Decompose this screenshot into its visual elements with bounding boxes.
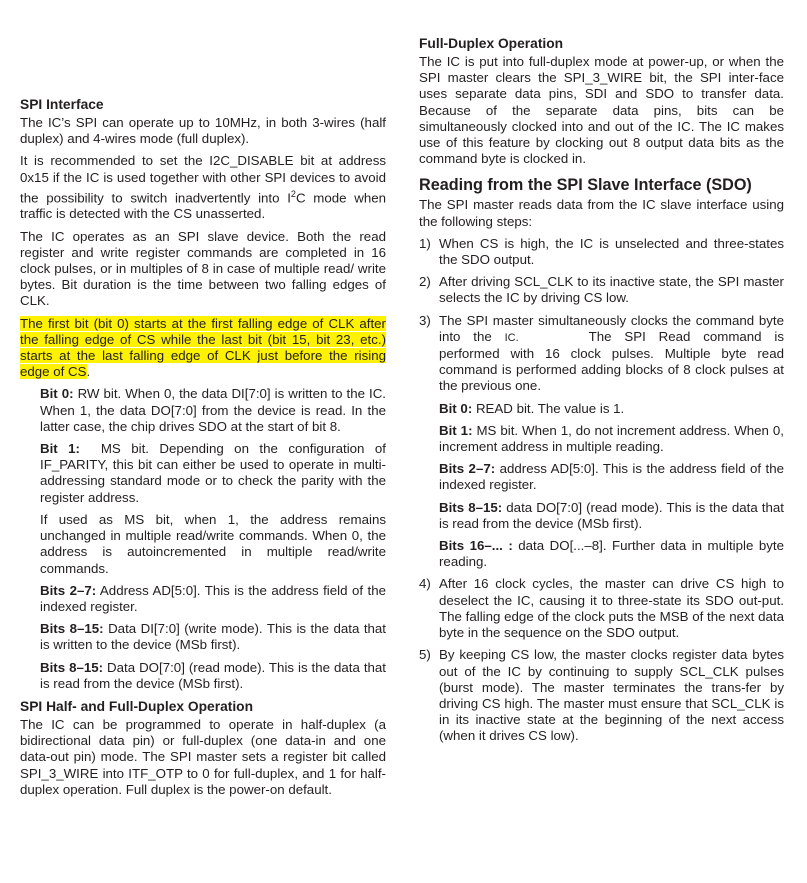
step-item (419, 647, 784, 744)
paragraph-duplex-programming: The IC can be programmed to operate in half-duplex (a bidirectional data pin) or full-duplex (one data-in and one data-out pin) mode. The SPI master sets a register bit called SPI_3_WIRE into ITF_OTP to 0 for full-duplex, and 1 for half-duplex operation. Full duplex is the power-on default. (20, 716, 386, 797)
bit-text: RW bit. When 0, the data DI[7:0] is written to the IC. When 1, the data DO[7:0] from the device is read. In the latter case, the chip drives SDO at the start of bit 8. (40, 386, 386, 434)
bit-description (439, 423, 784, 455)
bit-description (40, 621, 386, 653)
bit-text: data DO[7:0] (read mode). This is the data that is read from the device (MSb first). (439, 499, 784, 531)
step-item (419, 274, 784, 306)
step-text: After driving SCL_CLK to its inactive state, the SPI master selects the IC by driving CS low. (439, 274, 784, 306)
bit-label: Bit 1: (439, 422, 473, 438)
bit-label: Bits 2–7: (40, 582, 97, 598)
step-item (419, 236, 784, 268)
paragraph-spi-speed: The IC’s SPI can operate up to 10MHz, in both 3-wires (half duplex) and 4-wires mode (full duplex). (20, 115, 386, 147)
section-title-half-full-duplex: SPI Half- and Full-Duplex Operation (20, 698, 254, 714)
i2c-disable-text-a: It is recommended to set the I2C_DISABLE bit at address 0x15 if the IC is used together with other SPI devices to avoid the possibility to switch inadvertently into I (20, 153, 386, 206)
bit-text: READ bit. The value is 1. (472, 400, 625, 416)
bit-description (40, 512, 386, 577)
highlight-end-period: . (86, 364, 91, 380)
step-number: 4) (419, 576, 431, 592)
bit-label: Bits 2–7: (439, 461, 496, 477)
i2c-superscript: 2 (290, 188, 296, 199)
bit-label: Bit 0: (40, 386, 74, 402)
section-title-full-duplex: Full-Duplex Operation (419, 36, 564, 51)
bit-description (439, 538, 784, 570)
step-text: After 16 clock cycles, the master can drive CS high to deselect the IC, causing it to three-state its SDO out-put. The falling edge of the clock puts the MSB of the next data byte in the sequence on the SDO output. (439, 576, 784, 641)
step-item (419, 313, 784, 395)
step-text-ic: IC. (504, 331, 519, 344)
right-column (419, 35, 784, 751)
paragraph-i2c-disable (20, 153, 386, 222)
step-number: 5) (419, 647, 431, 663)
step-number: 2) (419, 274, 431, 290)
bit-text: data DO[...–8]. Further data in multiple byte reading. (439, 538, 784, 570)
highlighted-text: The first bit (bit 0) starts at the first falling edge of CLK after the falling edge of CS while the last bit (bit 15, bit 23, etc.) starts at the last falling edge of CLK just before the rising edge of CS (20, 315, 386, 380)
step-text: By keeping CS low, the master clocks register data bytes out of the IC by continuing to supply SCL_CLK pulses (burst mode). The master terminates the trans-fer by driving CS high. The master must ensure that SCL_CLK is in its inactive state at the beginning of the next access (when it drives CS low). (439, 647, 784, 744)
step-text: When CS is high, the IC is unselected and three-states the SDO output. (439, 235, 784, 268)
section-title-reading-sdo: Reading from the SPI Slave Interface (SDO) (419, 176, 752, 195)
step-number: 1) (419, 235, 431, 251)
bit-label: Bits 8–15: (40, 621, 104, 637)
paragraph-reading-intro: The SPI master reads data from the IC slave interface using the following steps: (419, 197, 784, 229)
bit-description (439, 461, 784, 493)
bit-label: Bits 8–15: (439, 499, 503, 515)
bit-label: Bit 1: (40, 441, 80, 457)
step-number: 3) (419, 312, 431, 328)
step-text-a: The SPI master simultaneously clocks the command byte into the (439, 312, 784, 344)
step-text (439, 313, 784, 395)
bit-text: MS bit. Depending on the configuration of IF_PARITY, this bit can either be used to operate in multi-addressing standard mode or to check the parity with the register address. (40, 441, 390, 505)
bit-label: Bits 16–... : (439, 538, 513, 554)
bit-description (439, 401, 784, 417)
step-text-b: The SPI Read command is performed with 16 clock pulses. Multiple byte read command is performed adding blocks of 8 clock pulses at the previous one. (439, 328, 784, 394)
bit-label: Bits 8–15: (40, 659, 104, 675)
bit-text: If used as MS bit, when 1, the address remains unchanged in multiple read/write commands. When 0, the address is autoincremented in multiple read/write commands. (40, 511, 386, 576)
bit-description (439, 500, 784, 532)
bit-text: MS bit. When 1, do not increment address. When 0, increment address in multiple reading. (439, 422, 784, 455)
section-title-spi-interface: SPI Interface (20, 97, 104, 112)
bit-text: address AD[5:0]. This is the address field of the indexed register. (439, 461, 784, 493)
i2c-disable-text-b: C mode when traffic is detected with the CS unasserted. (20, 190, 386, 222)
step-item (419, 576, 784, 641)
bit-label: Bit 0: (439, 400, 473, 416)
bit-description (40, 386, 386, 435)
paragraph-slave-device: The IC operates as an SPI slave device. Both the read register and write register commands are completed in 16 clock pulses, or in multiples of 8 in case of multiple read/ write bytes. Bit duration is the time between two falling edges of CLK. (20, 228, 386, 309)
bit-text: Data DO[7:0] (read mode). This is the data that is read from the device (MSb first). (40, 659, 387, 691)
bit-text: Data DI[7:0] (write mode). This is the data that is written to the device (MSb first). (40, 621, 387, 653)
paragraph-full-duplex: The IC is put into full-duplex mode at power-up, or when the SPI master clears the SPI_3_WIRE bit, the SPI inter-face uses separate data pins, SDI and SDO to transfer data. Because of the separate data pins, bits can be simultaneously clocked into and out of the IC. The IC makes use of this feature by clocking out 8 output data bits as the command byte is clocked in. (419, 54, 784, 167)
left-column (20, 96, 390, 804)
bit-text: Address AD[5:0]. This is the address field of the indexed register. (40, 582, 386, 614)
paragraph-first-bit (20, 316, 386, 381)
bit-description (40, 660, 386, 692)
bit-description (40, 441, 390, 506)
bit-description (40, 583, 386, 615)
